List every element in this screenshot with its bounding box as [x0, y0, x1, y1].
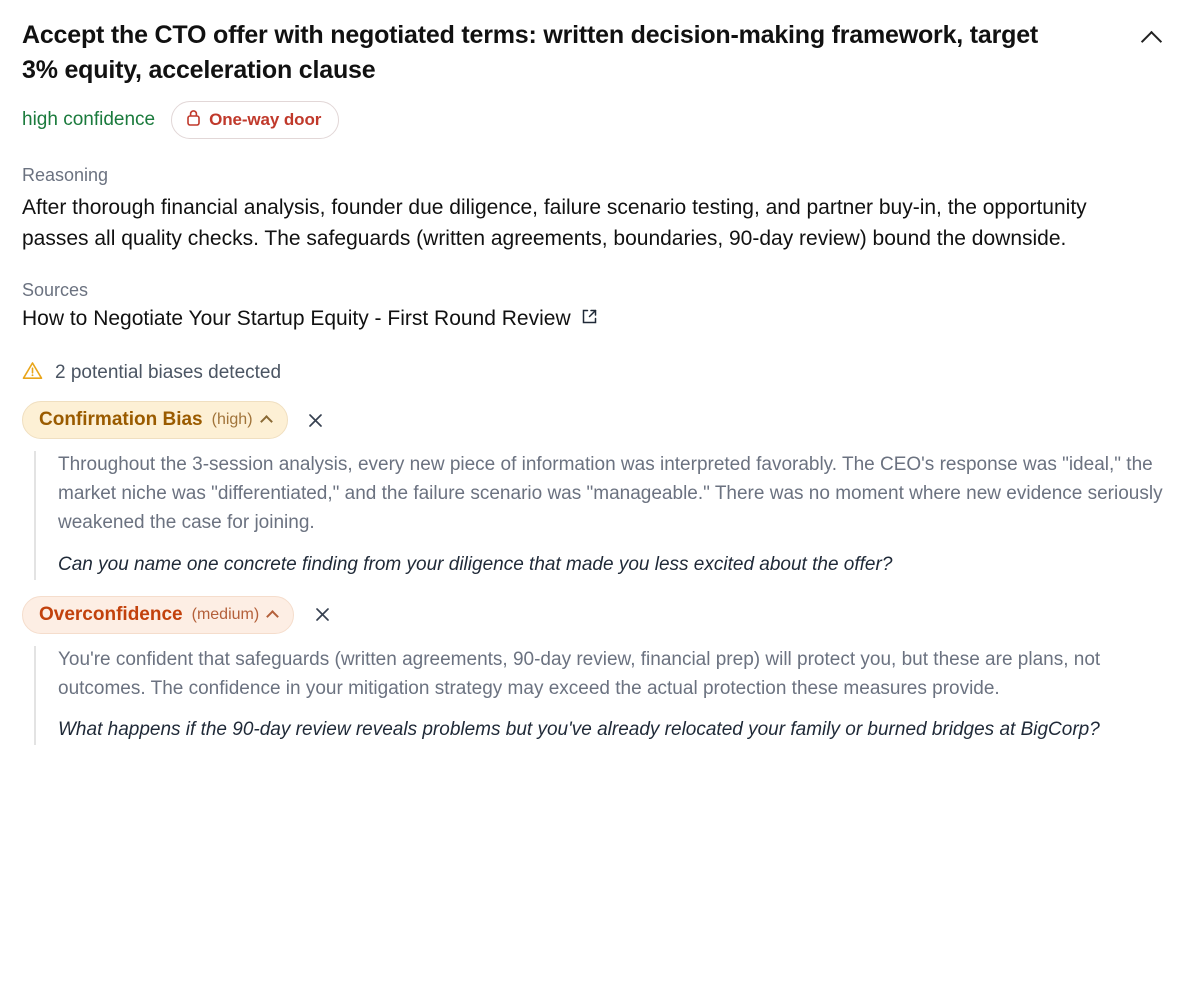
- status-badge-one-way-door: [171, 101, 339, 139]
- bias-severity: (high): [211, 411, 253, 429]
- chevron-up-icon: [260, 415, 273, 428]
- decision-header: [22, 18, 1168, 87]
- reasoning-section: [22, 165, 1168, 254]
- external-link-icon: [581, 307, 598, 331]
- reasoning-text: After thorough financial analysis, founder due diligence, failure scenario testing, and partner buy-in, the opportunity passes all quality checks. The safeguards (written agreements, boundaries, 90-day review) bound the downside.: [22, 196, 1087, 251]
- warning-triangle-icon: [22, 361, 43, 385]
- bias-toggle-overconfidence[interactable]: [22, 596, 294, 634]
- bias-description: You're confident that safeguards (written agreements, 90-day review, financial prep) will protect you, but these are plans, not outcomes. The confidence in your mitigation strategy may exceed the actual protection these measures provide.: [58, 648, 1101, 699]
- confidence-label: high confidence: [22, 109, 156, 130]
- source-title: How to Negotiate Your Startup Equity - First Round Review: [22, 307, 571, 331]
- bias-body: [34, 451, 1168, 580]
- lock-icon: [186, 109, 201, 131]
- chevron-up-icon: [266, 610, 279, 623]
- decision-meta: [22, 101, 1168, 139]
- bias-body: [34, 646, 1168, 746]
- bias-name: Overconfidence: [39, 603, 183, 625]
- page-title: Accept the CTO offer with negotiated terms: written decision-making framework, target 3% equity, acceleration clause: [22, 21, 1039, 84]
- bias-warning: [22, 361, 1168, 385]
- status-badge-label: One-way door: [209, 110, 322, 129]
- bias-severity: (medium): [191, 605, 260, 623]
- bias-description: Throughout the 3-session analysis, every new piece of information was interpreted favorably. The CEO's response was "ideal," the market niche was "differentiated," and the failure scenario was "manageable." There was no moment where new evidence seriously weakened the case for joining.: [58, 454, 1163, 533]
- bias-warning-text: 2 potential biases detected: [55, 362, 282, 384]
- bias-question: Can you name one concrete finding from your diligence that made you less excited about the offer?: [58, 553, 893, 575]
- bias-item: [22, 596, 1168, 746]
- chevron-up-icon: [1140, 31, 1161, 52]
- dismiss-bias-button[interactable]: [308, 601, 336, 629]
- bias-toggle-confirmation-bias[interactable]: [22, 401, 288, 439]
- close-icon: [313, 605, 332, 624]
- close-icon: [306, 411, 325, 430]
- source-link[interactable]: [22, 307, 1168, 331]
- dismiss-bias-button[interactable]: [302, 406, 330, 434]
- bias-name: Confirmation Bias: [39, 409, 203, 431]
- bias-item: [22, 401, 1168, 580]
- sources-section: [22, 280, 1168, 331]
- bias-header: [22, 596, 1168, 634]
- reasoning-label: Reasoning: [22, 165, 109, 185]
- bias-header: [22, 401, 1168, 439]
- collapse-card-button[interactable]: [1134, 22, 1168, 56]
- sources-label: Sources: [22, 280, 89, 301]
- bias-question: What happens if the 90-day review reveals problems but you've already relocated your family or burned bridges at BigCorp?: [58, 719, 1100, 741]
